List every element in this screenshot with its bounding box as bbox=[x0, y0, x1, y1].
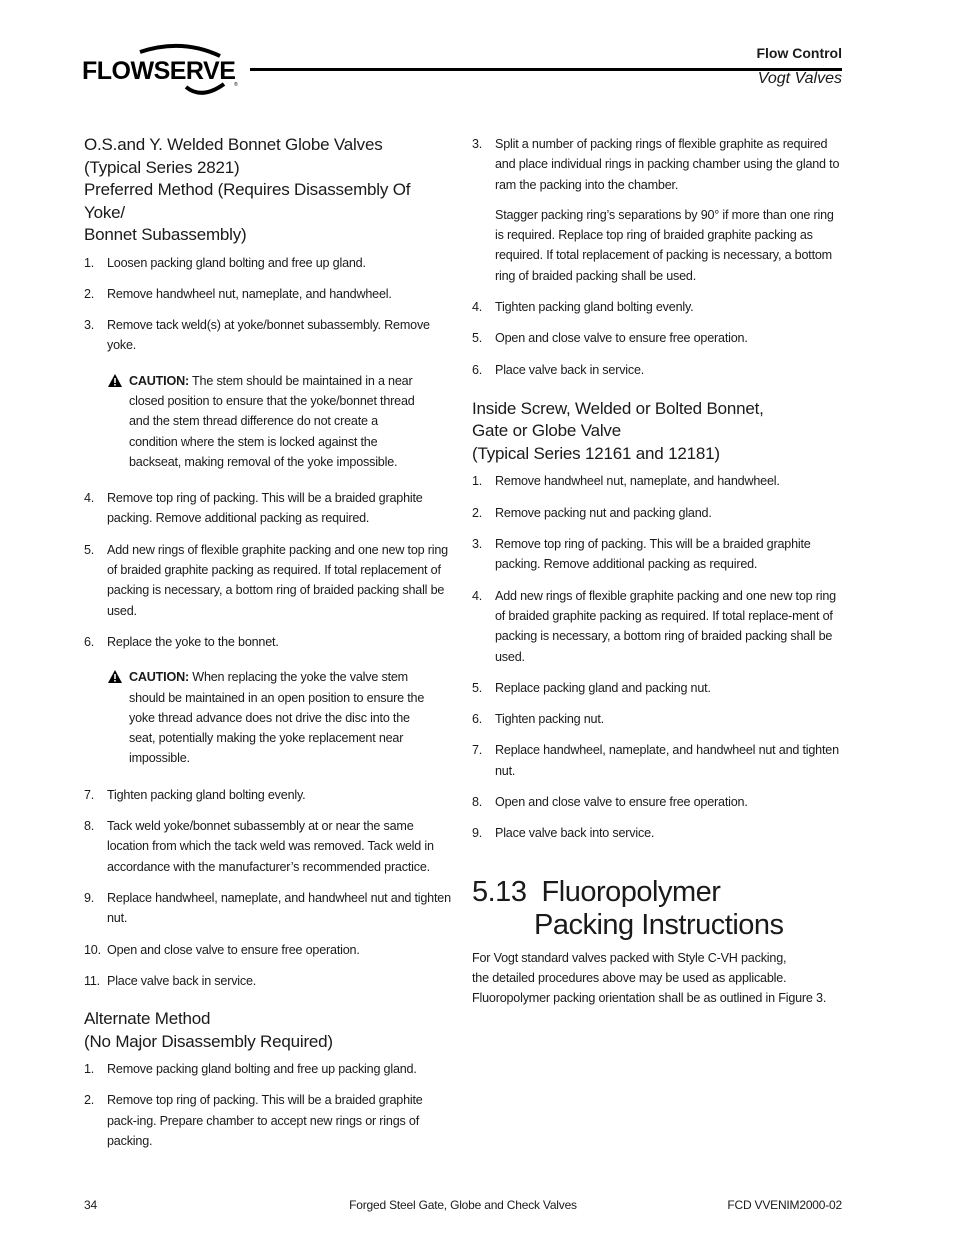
step-text: Open and close valve to ensure free operation. bbox=[107, 942, 360, 957]
step-text: Place valve back into service. bbox=[495, 826, 655, 841]
list-item bbox=[84, 785, 454, 805]
step-number: 1. bbox=[84, 255, 95, 270]
step-text: Place valve back in service. bbox=[107, 973, 257, 988]
list-item bbox=[84, 1090, 454, 1151]
step-text: Remove top ring of packing. This will be a braided graphite packing. Remove additional packing as required. bbox=[107, 491, 423, 526]
step-number: 6. bbox=[84, 634, 95, 649]
step-number: 2. bbox=[84, 286, 95, 301]
step-text: Remove top ring of packing. This will be a braided graphite pack-ing. Prepare chamber to accept new rings or rings of packing. bbox=[107, 1093, 423, 1148]
step-text: Replace handwheel, nameplate, and handwheel nut and tighten nut. bbox=[107, 890, 451, 926]
list-item bbox=[472, 503, 844, 523]
steps-preferred-method-cont bbox=[84, 488, 454, 652]
step-text: Tighten packing gland bolting evenly. bbox=[495, 300, 694, 315]
step-number: 8. bbox=[472, 795, 483, 810]
list-item bbox=[84, 632, 454, 652]
left-column bbox=[84, 134, 454, 1162]
list-item bbox=[472, 297, 844, 317]
section-title bbox=[472, 876, 844, 942]
heading-line: Alternate Method bbox=[84, 1009, 211, 1029]
step-text: Remove tack weld(s) at yoke/bonnet subassembly. Remove yoke. bbox=[107, 318, 430, 353]
warning-icon bbox=[108, 670, 122, 683]
document-code: FCD VVENIM2000-02 bbox=[727, 1198, 842, 1212]
step-number: 2. bbox=[84, 1093, 95, 1108]
heading-line: Bonnet Subassembly) bbox=[84, 225, 247, 244]
list-item bbox=[84, 940, 454, 960]
header-labels bbox=[756, 44, 842, 90]
list-item bbox=[472, 534, 844, 575]
step-text: Remove packing gland bolting and free up packing gland. bbox=[107, 1062, 417, 1077]
heading-inside-screw bbox=[472, 398, 844, 466]
step-text: Replace packing gland and packing nut. bbox=[495, 680, 711, 695]
step-number: 3. bbox=[472, 537, 483, 552]
list-item bbox=[84, 284, 454, 304]
step-number: 9. bbox=[84, 890, 95, 905]
step-number: 3. bbox=[84, 318, 95, 333]
step-number: 4. bbox=[472, 588, 483, 603]
section-body bbox=[472, 948, 844, 1009]
list-item bbox=[84, 888, 454, 929]
list-item bbox=[84, 1059, 454, 1079]
steps-alternate-method-cont bbox=[472, 134, 844, 195]
header-subsection: Vogt Valves bbox=[757, 70, 842, 87]
step-text: Open and close valve to ensure free operation. bbox=[495, 795, 748, 810]
heading-line: (No Major Disassembly Required) bbox=[84, 1031, 333, 1051]
step-text: Open and close valve to ensure free operation. bbox=[495, 331, 748, 346]
step-number: 1. bbox=[84, 1062, 95, 1077]
steps-preferred-method bbox=[84, 253, 454, 356]
step-text: Remove handwheel nut, nameplate, and handwheel. bbox=[495, 474, 780, 489]
step-number: 6. bbox=[472, 712, 483, 727]
step-number: 2. bbox=[472, 505, 483, 520]
body-line: For Vogt standard valves packed with Style C-VH packing, bbox=[472, 950, 787, 965]
list-item bbox=[84, 971, 454, 991]
svg-text:®: ® bbox=[234, 82, 238, 88]
steps-preferred-method-end bbox=[84, 785, 454, 991]
list-item bbox=[84, 816, 454, 877]
step-text: Add new rings of flexible graphite packing and one new top ring of braided graphite packing as required. If total replace-ment of packing is necessary, a bottom ring of braided packing shall be used. bbox=[495, 588, 836, 664]
caution-label: CAUTION: bbox=[129, 373, 189, 388]
step-number: 7. bbox=[84, 787, 95, 802]
step-number: 1. bbox=[472, 474, 483, 489]
step-number: 5. bbox=[472, 331, 483, 346]
warning-icon bbox=[108, 374, 122, 387]
footer-title: Forged Steel Gate, Globe and Check Valves bbox=[349, 1198, 577, 1212]
list-item bbox=[84, 488, 454, 529]
step-number: 10. bbox=[84, 942, 101, 957]
page-number: 34 bbox=[84, 1198, 97, 1212]
list-item bbox=[472, 471, 844, 491]
stagger-paragraph: Stagger packing ring’s separations by 90° if more than one ring is required. Replace top ring of braided graphite packing as required. If total replacement of packing is necessary, a bottom ring of braided packing shall be used. bbox=[495, 207, 834, 283]
heading-line: (Typical Series 12161 and 12181) bbox=[472, 443, 720, 463]
steps-inside-screw bbox=[472, 471, 844, 843]
step-number: 5. bbox=[472, 680, 483, 695]
step-text: Remove top ring of packing. This will be a braided graphite packing. Remove additional packing as required. bbox=[495, 537, 811, 572]
list-item bbox=[84, 315, 454, 356]
step-text: Add new rings of flexible graphite packing and one new top ring of braided graphite packing as required. If total replacement of packing is necessary, a bottom ring of braided packing shall be used. bbox=[107, 542, 448, 618]
step-text: Remove handwheel nut, nameplate, and handwheel. bbox=[107, 286, 392, 301]
list-item bbox=[472, 328, 844, 348]
heading-line: Preferred Method (Requires Disassembly Of Yoke/ bbox=[84, 180, 411, 222]
body-line: Fluoropolymer packing orientation shall be as outlined in Figure 3. bbox=[472, 991, 827, 1006]
step-number: 3. bbox=[472, 137, 483, 151]
list-item bbox=[472, 134, 844, 195]
list-item bbox=[84, 540, 454, 621]
heading-line: O.S.and Y. Welded Bonnet Globe Valves bbox=[84, 135, 383, 154]
step-number: 5. bbox=[84, 542, 95, 557]
heading-alternate-method bbox=[84, 1008, 454, 1053]
step-text: Replace handwheel, nameplate, and handwheel nut and tighten nut. bbox=[495, 743, 839, 778]
list-item bbox=[472, 586, 844, 667]
header-section: Flow Control bbox=[756, 45, 842, 61]
heading-line: (Typical Series 2821) bbox=[84, 157, 240, 177]
list-item bbox=[472, 823, 844, 843]
caution-note bbox=[84, 371, 429, 472]
heading-osy-globe bbox=[84, 134, 454, 247]
list-item bbox=[84, 253, 454, 273]
caution-text: The stem should be maintained in a near closed position to ensure that the yoke/bonnet thread and the stem thread difference do not create a condition where the stem is locked against the backseat, making removal of the yoke impossible. bbox=[129, 373, 415, 469]
section-title-line: 5.13 Fluoropolymer bbox=[472, 875, 721, 908]
list-item bbox=[472, 709, 844, 729]
step-number: 6. bbox=[472, 362, 483, 377]
heading-line: Inside Screw, Welded or Bolted Bonnet, bbox=[472, 398, 764, 418]
list-item bbox=[472, 360, 844, 380]
step-text: Tack weld yoke/bonnet subassembly at or near the same location from which the tack weld was removed. Tack weld in accordance with the manufacturer’s recommended practice. bbox=[107, 819, 434, 874]
list-item bbox=[472, 740, 844, 781]
caution-note bbox=[84, 667, 429, 768]
step-text: Tighten packing gland bolting evenly. bbox=[107, 787, 306, 802]
step-number: 7. bbox=[472, 743, 483, 758]
step-number: 8. bbox=[84, 819, 95, 834]
step-text: Place valve back in service. bbox=[495, 362, 645, 377]
body-line: the detailed procedures above may be used as applicable. bbox=[472, 970, 787, 985]
step-text: Remove packing nut and packing gland. bbox=[495, 505, 712, 520]
caution-text: When replacing the yoke the valve stem should be maintained in an open position to ensure the yoke thread advance does not drive the disc into the seat, potentially making the yoke replacement near impossible. bbox=[129, 670, 425, 766]
step-number: 4. bbox=[472, 300, 483, 315]
step-text: Loosen packing gland bolting and free up gland. bbox=[107, 255, 366, 270]
step-text: Tighten packing nut. bbox=[495, 712, 604, 727]
heading-line: Gate or Globe Valve bbox=[472, 421, 621, 441]
list-item bbox=[472, 792, 844, 812]
step-text: Replace the yoke to the bonnet. bbox=[107, 634, 279, 649]
caution-label: CAUTION: bbox=[129, 670, 189, 685]
list-item bbox=[472, 678, 844, 698]
steps-alternate-method bbox=[84, 1059, 454, 1151]
svg-text:FLOWSERVE: FLOWSERVE bbox=[82, 57, 236, 85]
step-number: 9. bbox=[472, 826, 483, 841]
steps-alternate-method-end bbox=[472, 297, 844, 380]
section-title-line: Packing Instructions bbox=[534, 908, 784, 941]
step-text: Split a number of packing rings of flexible graphite as required and place individual rings in packing chamber using the gland to ram the packing into the chamber. bbox=[495, 137, 840, 192]
header-rule bbox=[250, 68, 842, 71]
right-column bbox=[472, 134, 844, 1009]
step-number: 4. bbox=[84, 491, 95, 506]
step-number: 11. bbox=[84, 973, 100, 988]
flowserve-logo bbox=[82, 40, 242, 100]
